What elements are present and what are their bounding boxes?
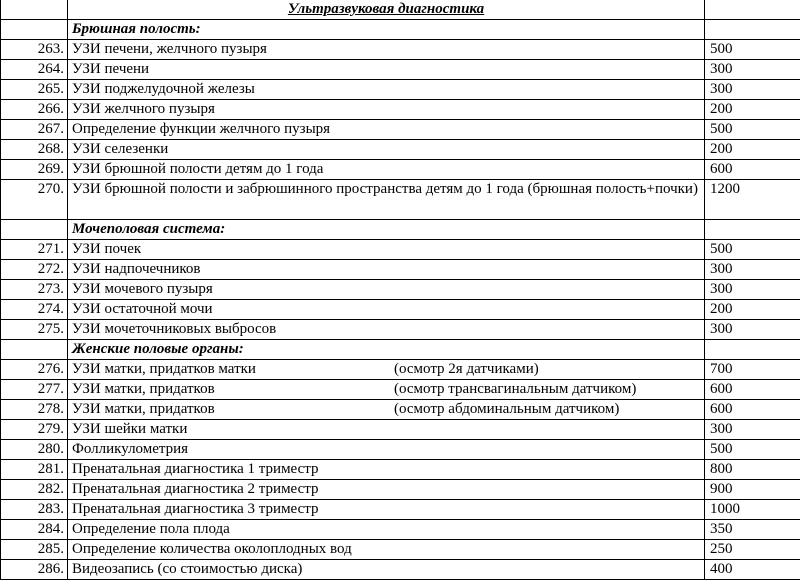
row-number: 275. [1,320,68,340]
section-heading-row [1,20,800,40]
service-name-text: УЗИ шейки матки [72,421,188,437]
service-note: (осмотр абдоминальным датчиком) [394,401,620,417]
row-number: 263. [1,40,68,60]
table-row [1,180,800,220]
row-number: 274. [1,300,68,320]
service-name [68,440,705,460]
section-heading-row [1,220,800,240]
table-row [1,540,800,560]
service-name-text: УЗИ матки, придатков матки [72,361,256,377]
service-price: 400 [705,560,800,580]
table-row [1,500,800,520]
service-name [68,300,705,320]
service-name [68,180,705,220]
service-name [68,420,705,440]
row-number: 278. [1,400,68,420]
service-price: 500 [705,440,800,460]
service-name [68,100,705,120]
service-price: 600 [705,380,800,400]
row-number: 264. [1,60,68,80]
service-name-text: Определение пола плода [72,521,230,537]
section-num-cell [1,340,68,360]
service-name-text: Фолликулометрия [72,441,189,457]
row-number: 266. [1,100,68,120]
service-price: 200 [705,100,800,120]
section-num-cell [1,220,68,240]
service-name [68,360,705,380]
row-number: 281. [1,460,68,480]
title-price-cell [705,0,800,20]
service-name [68,520,705,540]
service-name [68,540,705,560]
table-row [1,560,800,580]
row-number: 269. [1,160,68,180]
service-name-text: Видеозапись (со стоимостью диска) [72,561,303,577]
service-price: 700 [705,360,800,380]
table-row [1,60,800,80]
table-row [1,80,800,100]
service-name-text: УЗИ желчного пузыря [72,101,215,117]
service-name-text: УЗИ надпочечников [72,261,201,277]
service-name-text: УЗИ матки, придатков [72,381,215,397]
service-name [68,480,705,500]
service-name [68,80,705,100]
service-name [68,320,705,340]
row-number: 267. [1,120,68,140]
service-price: 1200 [705,180,800,220]
table-row [1,520,800,540]
service-name-text: Пренатальная диагностика 3 триместр [72,501,319,517]
section-heading-row [1,340,800,360]
section-price-cell [705,20,800,40]
service-price: 200 [705,140,800,160]
row-number: 282. [1,480,68,500]
service-name-text: Определение количества околоплодных вод [72,541,352,557]
table-row [1,240,800,260]
service-price: 800 [705,460,800,480]
row-number: 273. [1,280,68,300]
table-row [1,460,800,480]
section-price-cell [705,220,800,240]
service-name-text: УЗИ почек [72,241,142,257]
service-price: 600 [705,160,800,180]
service-price: 1000 [705,500,800,520]
service-name-text: УЗИ селезенки [72,141,169,157]
service-name-text: УЗИ печени, желчного пузыря [72,41,267,57]
row-number: 265. [1,80,68,100]
service-name [68,120,705,140]
section-num-cell [1,20,68,40]
service-name [68,380,705,400]
service-name-text: УЗИ поджелудочной железы [72,81,255,97]
table-row [1,320,800,340]
row-number: 286. [1,560,68,580]
table-row [1,280,800,300]
service-price: 300 [705,280,800,300]
row-number: 285. [1,540,68,560]
service-name [68,560,705,580]
table-row [1,140,800,160]
service-name-text: УЗИ брюшной полости детям до 1 года [72,161,324,177]
service-name-text: Определение функции желчного пузыря [72,121,331,137]
section-heading: Брюшная полость: [68,20,705,40]
service-note: (осмотр трансвагинальным датчиком) [394,381,637,397]
row-number: 280. [1,440,68,460]
service-name [68,460,705,480]
table-row [1,40,800,60]
row-number: 279. [1,420,68,440]
table-title: Ультразвуковая диагностика [68,0,705,20]
service-name [68,160,705,180]
row-number: 283. [1,500,68,520]
service-note: (осмотр 2я датчиками) [394,361,539,377]
service-name [68,500,705,520]
table-row [1,160,800,180]
service-price: 300 [705,420,800,440]
table-row [1,120,800,140]
row-number: 270. [1,180,68,220]
table-row [1,440,800,460]
service-price: 300 [705,60,800,80]
row-number: 284. [1,520,68,540]
row-number: 277. [1,380,68,400]
service-name [68,400,705,420]
service-name [68,240,705,260]
service-price: 500 [705,120,800,140]
service-name [68,140,705,160]
service-name-text: Пренатальная диагностика 2 триместр [72,481,319,497]
table-row [1,100,800,120]
service-name [68,280,705,300]
service-name-text: УЗИ мочевого пузыря [72,281,213,297]
service-price: 600 [705,400,800,420]
section-price-cell [705,340,800,360]
row-number: 272. [1,260,68,280]
service-price: 300 [705,80,800,100]
service-name [68,60,705,80]
table-row [1,380,800,400]
service-price: 900 [705,480,800,500]
service-price: 500 [705,240,800,260]
row-number: 271. [1,240,68,260]
service-price: 200 [705,300,800,320]
service-name-text: УЗИ брюшной полости и забрюшинного пространства детям до 1 года (брюшная полость+почки) [72,181,698,197]
title-num-cell [1,0,68,20]
table-row [1,300,800,320]
service-name-text: УЗИ печени [72,61,150,77]
section-heading: Женские половые органы: [68,340,705,360]
table-row [1,360,800,380]
table-row [1,480,800,500]
table-row [1,420,800,440]
table-row [1,400,800,420]
service-name [68,260,705,280]
service-price: 500 [705,40,800,60]
section-heading: Мочеполовая система: [68,220,705,240]
service-price: 300 [705,260,800,280]
price-table-body [1,0,800,580]
service-name-text: УЗИ матки, придатков [72,401,215,417]
service-name-text: Пренатальная диагностика 1 триместр [72,461,319,477]
row-number: 276. [1,360,68,380]
table-row [1,260,800,280]
service-price: 250 [705,540,800,560]
service-price: 300 [705,320,800,340]
service-price: 350 [705,520,800,540]
row-number: 268. [1,140,68,160]
service-name [68,40,705,60]
table-title-row [1,0,800,20]
service-name-text: УЗИ остаточной мочи [72,301,213,317]
service-name-text: УЗИ мочеточниковых выбросов [72,321,277,337]
